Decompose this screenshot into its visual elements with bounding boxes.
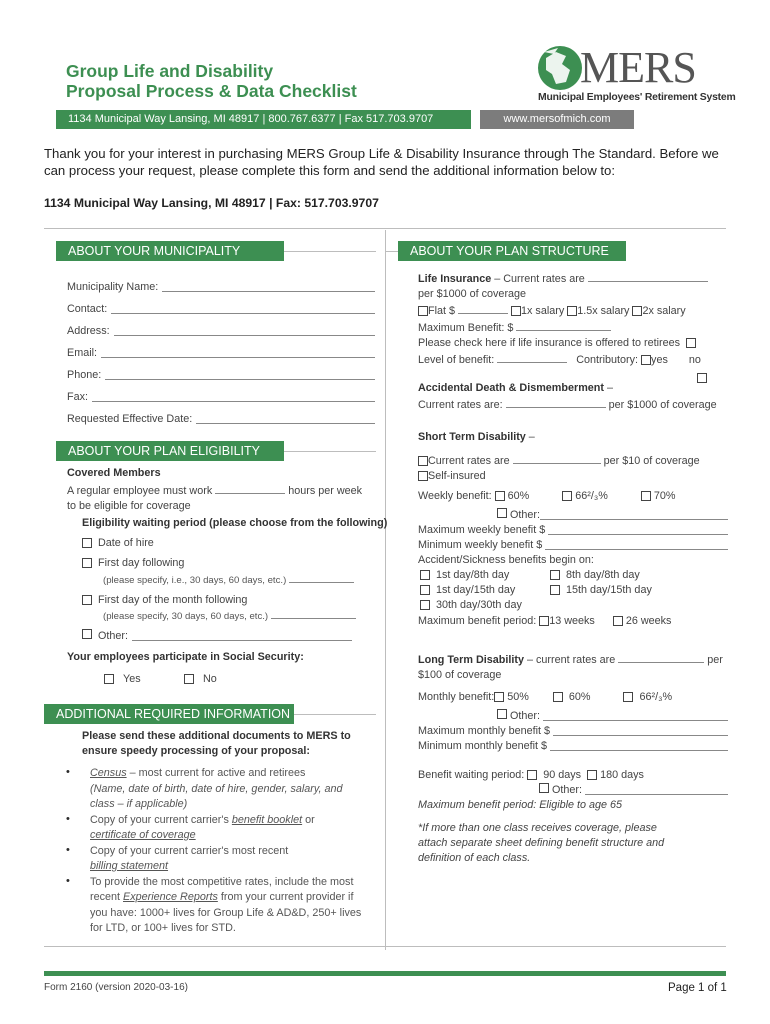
section-heading-municipality: ABOUT YOUR MUNICIPALITY: [56, 241, 284, 261]
note-text: (please specify, i.e., 30 days, 60 days, etc.): [103, 575, 287, 586]
max-monthly-field[interactable]: [553, 724, 728, 736]
checkbox[interactable]: [550, 570, 560, 580]
min-weekly-field[interactable]: [545, 538, 728, 550]
opt-8-8[interactable]: [550, 568, 640, 583]
field-line[interactable]: [92, 390, 375, 402]
min-monthly-label: Minimum monthly benefit $: [418, 740, 548, 752]
max-monthly-label: Maximum monthly benefit $: [418, 725, 551, 737]
no-label: no: [688, 354, 701, 366]
15x-label: 1.5x salary: [577, 305, 630, 317]
60-checkbox[interactable]: [553, 692, 563, 702]
retirees-checkbox[interactable]: [686, 338, 696, 348]
census-line-2: (Name, date of birth, date of hire, gender, salary, and: [90, 782, 343, 795]
other-checkbox[interactable]: [539, 783, 549, 793]
70-label: 70%: [653, 490, 676, 502]
page-number: Page 1 of 1: [668, 982, 727, 994]
required-docs-list: [66, 766, 376, 937]
opt-1-15[interactable]: [420, 583, 515, 598]
2x-label: 2x salary: [642, 305, 686, 317]
26-weeks-checkbox[interactable]: [613, 616, 623, 626]
opt-label: Other:: [98, 630, 129, 642]
intro-line-2: ensure speedy processing of your proposal:: [82, 745, 310, 757]
bullet: •: [66, 812, 70, 825]
covered-text-a: A regular employee must work: [67, 485, 213, 497]
heading-rule: [386, 251, 398, 252]
experience-line-1: To provide the most competitive rates, include the most: [90, 875, 354, 888]
municipality-fields: [67, 280, 375, 434]
15x-checkbox[interactable]: [567, 306, 577, 316]
2x-checkbox[interactable]: [632, 306, 642, 316]
flat-field[interactable]: [458, 302, 508, 314]
field-line[interactable]: [101, 346, 375, 358]
phone-field[interactable]: [67, 368, 375, 390]
multi-class-note: [418, 821, 728, 866]
opt-first-day-note: [103, 574, 354, 586]
add-dash: –: [604, 382, 614, 394]
add-title: Accidental Death & Dismemberment: [418, 382, 604, 394]
checkbox[interactable]: [104, 674, 114, 684]
min-weekly-label: Minimum weekly benefit $: [418, 539, 543, 551]
heading-rule: [284, 451, 376, 452]
first-month-field[interactable]: [271, 610, 356, 619]
census-text: – most current for active and retirees: [126, 767, 306, 779]
level-field[interactable]: [497, 351, 567, 363]
field-label: Phone:: [67, 369, 102, 381]
std-title: Short Term Disability: [418, 431, 526, 443]
opt-first-month[interactable]: [82, 593, 247, 608]
std-dash: –: [525, 431, 535, 443]
column-divider: [385, 230, 386, 950]
covered-members-title: Covered Members: [67, 467, 161, 479]
ss-no[interactable]: [184, 672, 217, 687]
experience-text-c: from your current provider if: [217, 891, 354, 903]
section-heading-additional: ADDITIONAL REQUIRED INFORMATION: [44, 704, 294, 724]
60-checkbox[interactable]: [495, 491, 505, 501]
census-line-3: class – if applicable): [90, 798, 188, 810]
covered-text-c: to be eligible for coverage: [67, 500, 191, 512]
list-item: [66, 875, 376, 937]
footer-bar: [44, 971, 726, 976]
first-day-field[interactable]: [289, 574, 354, 583]
logo-subtitle: Municipal Employees' Retirement System: [538, 92, 736, 103]
26-weeks-label: 26 weeks: [625, 615, 672, 627]
intro-line-1: Please send these additional documents to MERS to: [82, 730, 351, 742]
max-weekly-field[interactable]: [548, 523, 728, 535]
other-field[interactable]: [585, 783, 728, 795]
checkbox[interactable]: [82, 629, 92, 639]
send-to-address: 1134 Municipal Way Lansing, MI 48917 | Fax: 517.703.9707: [44, 196, 379, 210]
acc-sick-options: [418, 568, 728, 614]
checkbox[interactable]: [82, 538, 92, 548]
form-version: Form 2160 (version 2020-03-16): [44, 982, 188, 993]
yes-checkbox[interactable]: [641, 355, 651, 365]
opt-1-8[interactable]: [420, 568, 509, 583]
address-bar: 1134 Municipal Way Lansing, MI 48917 | 800.767.6377 | Fax 517.703.9707: [56, 110, 471, 129]
monthly-benefit-label: Monthly benefit:: [418, 691, 495, 703]
booklet-label: benefit booklet: [231, 813, 303, 826]
std-per: per $10 of coverage: [603, 455, 700, 467]
checkbox[interactable]: [550, 585, 560, 595]
yes-label: Yes: [123, 673, 141, 685]
census-label: Census: [90, 767, 127, 779]
1x-checkbox[interactable]: [511, 306, 521, 316]
field-label: Requested Effective Date:: [67, 413, 193, 425]
opt-label: 30th day/30th day: [436, 599, 522, 611]
effective-date-field[interactable]: [67, 412, 375, 434]
60-label: 60%: [507, 490, 530, 502]
other-label: Other:: [510, 710, 541, 722]
std-rates-label: Current rates are: [428, 455, 510, 467]
180-days-checkbox[interactable]: [587, 770, 597, 780]
experience-label: Experience Reports: [123, 891, 218, 903]
bullet: •: [66, 874, 70, 887]
66-checkbox[interactable]: [623, 692, 633, 702]
field-label: Fax:: [67, 391, 88, 403]
hours-field[interactable]: [215, 482, 285, 494]
note-text: (please specify, 30 days, 60 days, etc.): [103, 611, 269, 622]
self-insured-label: Self-insured: [428, 470, 486, 482]
checkbox[interactable]: [82, 558, 92, 568]
field-line[interactable]: [196, 412, 375, 424]
ltd-per-2: $100 of coverage: [418, 669, 502, 681]
90-days-checkbox[interactable]: [527, 770, 537, 780]
opt-label: First day following: [98, 557, 185, 569]
bullet: •: [66, 843, 70, 856]
other-checkbox[interactable]: [497, 508, 507, 518]
logo-text: MERS: [580, 43, 696, 92]
max-benefit-field[interactable]: [516, 319, 611, 331]
page-title: [66, 61, 357, 101]
add-rates-label: Current rates are:: [418, 399, 503, 411]
60-label: 60%: [568, 691, 591, 703]
other-checkbox[interactable]: [497, 709, 507, 719]
checkbox[interactable]: [420, 570, 430, 580]
billing-label: billing statement: [90, 860, 169, 872]
booklet-text-a: Copy of your current carrier's: [90, 813, 232, 826]
mers-logo: [536, 40, 736, 110]
opt-15-15[interactable]: [550, 583, 652, 598]
municipality-name-field[interactable]: [67, 280, 375, 302]
13-weeks-checkbox[interactable]: [539, 616, 549, 626]
ltd-rates-label: – current rates are: [523, 654, 616, 666]
ltd-per: per: [707, 654, 723, 666]
weekly-benefit-label: Weekly benefit:: [418, 490, 492, 502]
certificate-label: certificate of coverage: [90, 829, 196, 841]
1x-label: 1x salary: [521, 305, 565, 317]
self-insured-checkbox[interactable]: [418, 471, 428, 481]
max-benefit-label: Maximum Benefit: $: [418, 322, 514, 334]
experience-line-3: you have: 1000+ lives for Group Life & AD&D, 250+ lives: [90, 906, 362, 919]
other-label: Other:: [510, 509, 541, 521]
field-line[interactable]: [111, 302, 375, 314]
field-line[interactable]: [105, 368, 375, 380]
other-field[interactable]: [540, 508, 728, 520]
checkbox[interactable]: [420, 600, 430, 610]
note-line-3: definition of each class.: [418, 852, 531, 864]
waiting-label: Benefit waiting period:: [418, 769, 525, 781]
retirees-label: Please check here if life insurance is offered to retirees: [418, 337, 681, 349]
divider: [44, 946, 726, 947]
field-label: Contact:: [67, 303, 108, 315]
50-checkbox[interactable]: [494, 692, 504, 702]
other-field[interactable]: [132, 629, 352, 641]
ltd-rates-field[interactable]: [618, 651, 704, 663]
66-label: 66²/₃%: [575, 490, 608, 502]
50-label: 50%: [507, 691, 529, 703]
waiting-period-title: Eligibility waiting period (please choose from the following): [82, 517, 388, 529]
heading-rule: [294, 714, 376, 715]
list-item: [66, 813, 376, 844]
acc-sick-label: Accident/Sickness benefits begin on:: [418, 554, 594, 566]
flat-label: Flat $: [428, 305, 456, 317]
email-field[interactable]: [67, 346, 375, 368]
ltd-title: Long Term Disability: [418, 654, 524, 666]
opt-label: 1st day/8th day: [436, 569, 510, 581]
opt-label: First day of the month following: [98, 594, 248, 606]
title-line-1: Group Life and Disability: [66, 61, 274, 81]
section-heading-eligibility: ABOUT YOUR PLAN ELIGIBILITY: [56, 441, 284, 461]
covered-text-b: hours per week: [288, 485, 363, 497]
life-insurance-block: [418, 270, 728, 368]
list-item: [66, 844, 376, 875]
no-label: No: [203, 673, 217, 685]
flat-checkbox[interactable]: [418, 306, 428, 316]
social-security-title: Your employees participate in Social Security:: [67, 651, 304, 663]
opt-other[interactable]: [82, 629, 352, 644]
covered-members-text: [67, 482, 377, 514]
checkbox[interactable]: [82, 595, 92, 605]
add-block: [418, 381, 728, 413]
70-checkbox[interactable]: [641, 491, 651, 501]
list-item: [66, 766, 376, 813]
opt-first-day[interactable]: [82, 556, 184, 571]
field-label: Municipality Name:: [67, 281, 159, 293]
opt-label: Date of hire: [98, 537, 154, 549]
divider: [44, 228, 726, 229]
experience-line-4: for LTD, or 100+ lives for STD.: [90, 922, 236, 934]
opt-label: 8th day/8th day: [566, 569, 640, 581]
opt-first-month-note: [103, 610, 356, 622]
life-per: per $1000 of coverage: [418, 288, 527, 300]
additional-intro: [82, 729, 351, 759]
heading-rule: [284, 251, 376, 252]
opt-label: 15th day/15th day: [566, 584, 652, 596]
website-link[interactable]: www.mersofmich.com: [480, 110, 634, 129]
std-rates-checkbox[interactable]: [418, 456, 428, 466]
address-field[interactable]: [67, 324, 375, 346]
note-line-2: attach separate sheet defining benefit structure and: [418, 837, 665, 849]
ltd-block: [418, 651, 728, 866]
checkbox[interactable]: [184, 674, 194, 684]
field-label: Address:: [67, 325, 110, 337]
ltd-max-period: Maximum benefit period: Eligible to age 65: [418, 799, 623, 811]
opt-date-of-hire[interactable]: [82, 536, 154, 551]
booklet-text-c: or: [302, 813, 315, 826]
std-rates-field[interactable]: [513, 452, 601, 464]
contributory-label: Contributory:: [576, 354, 639, 366]
max-weekly-label: Maximum weekly benefit $: [418, 524, 546, 536]
66-checkbox[interactable]: [562, 491, 572, 501]
life-title: Life Insurance: [418, 273, 492, 285]
min-monthly-field[interactable]: [550, 739, 728, 751]
std-block: [418, 430, 728, 629]
add-rates-field[interactable]: [506, 396, 606, 408]
opt-30-30[interactable]: [420, 598, 522, 613]
fax-field[interactable]: [67, 390, 375, 412]
section-heading-plan-structure: ABOUT YOUR PLAN STRUCTURE: [398, 241, 626, 261]
other-field[interactable]: [543, 709, 728, 721]
title-line-2: Proposal Process & Data Checklist: [66, 81, 357, 101]
180-days-label: 180 days: [600, 769, 644, 781]
field-label: Email:: [67, 347, 97, 359]
billing-text: Copy of your current carrier's most recent: [90, 844, 289, 857]
yes-label: yes: [651, 354, 668, 366]
field-line[interactable]: [162, 280, 375, 292]
note-line-1: *If more than one class receives coverage, please: [418, 822, 657, 834]
other-label: Other:: [552, 784, 583, 796]
contact-field[interactable]: [67, 302, 375, 324]
90-days-label: 90 days: [543, 769, 582, 781]
add-per: per $1000 of coverage: [608, 399, 717, 411]
checkbox[interactable]: [420, 585, 430, 595]
field-line[interactable]: [114, 324, 375, 336]
experience-text-a: recent: [90, 891, 124, 903]
max-period-label: Maximum benefit period:: [418, 615, 537, 627]
intro-text: Thank you for your interest in purchasing MERS Group Life & Disability Insurance through The Standard. Before we can process your request, please complete this form and send the additional information below to:: [44, 146, 719, 178]
bullet: •: [66, 766, 70, 778]
13-weeks-label: 13 weeks: [549, 615, 595, 627]
66-label: 66²/₃%: [639, 691, 673, 703]
life-rates-label: – Current rates are: [491, 273, 585, 285]
life-rates-field[interactable]: [588, 270, 708, 282]
level-label: Level of benefit:: [418, 354, 495, 366]
ss-yes[interactable]: [104, 672, 141, 687]
opt-label: 1st day/15th day: [436, 584, 516, 596]
